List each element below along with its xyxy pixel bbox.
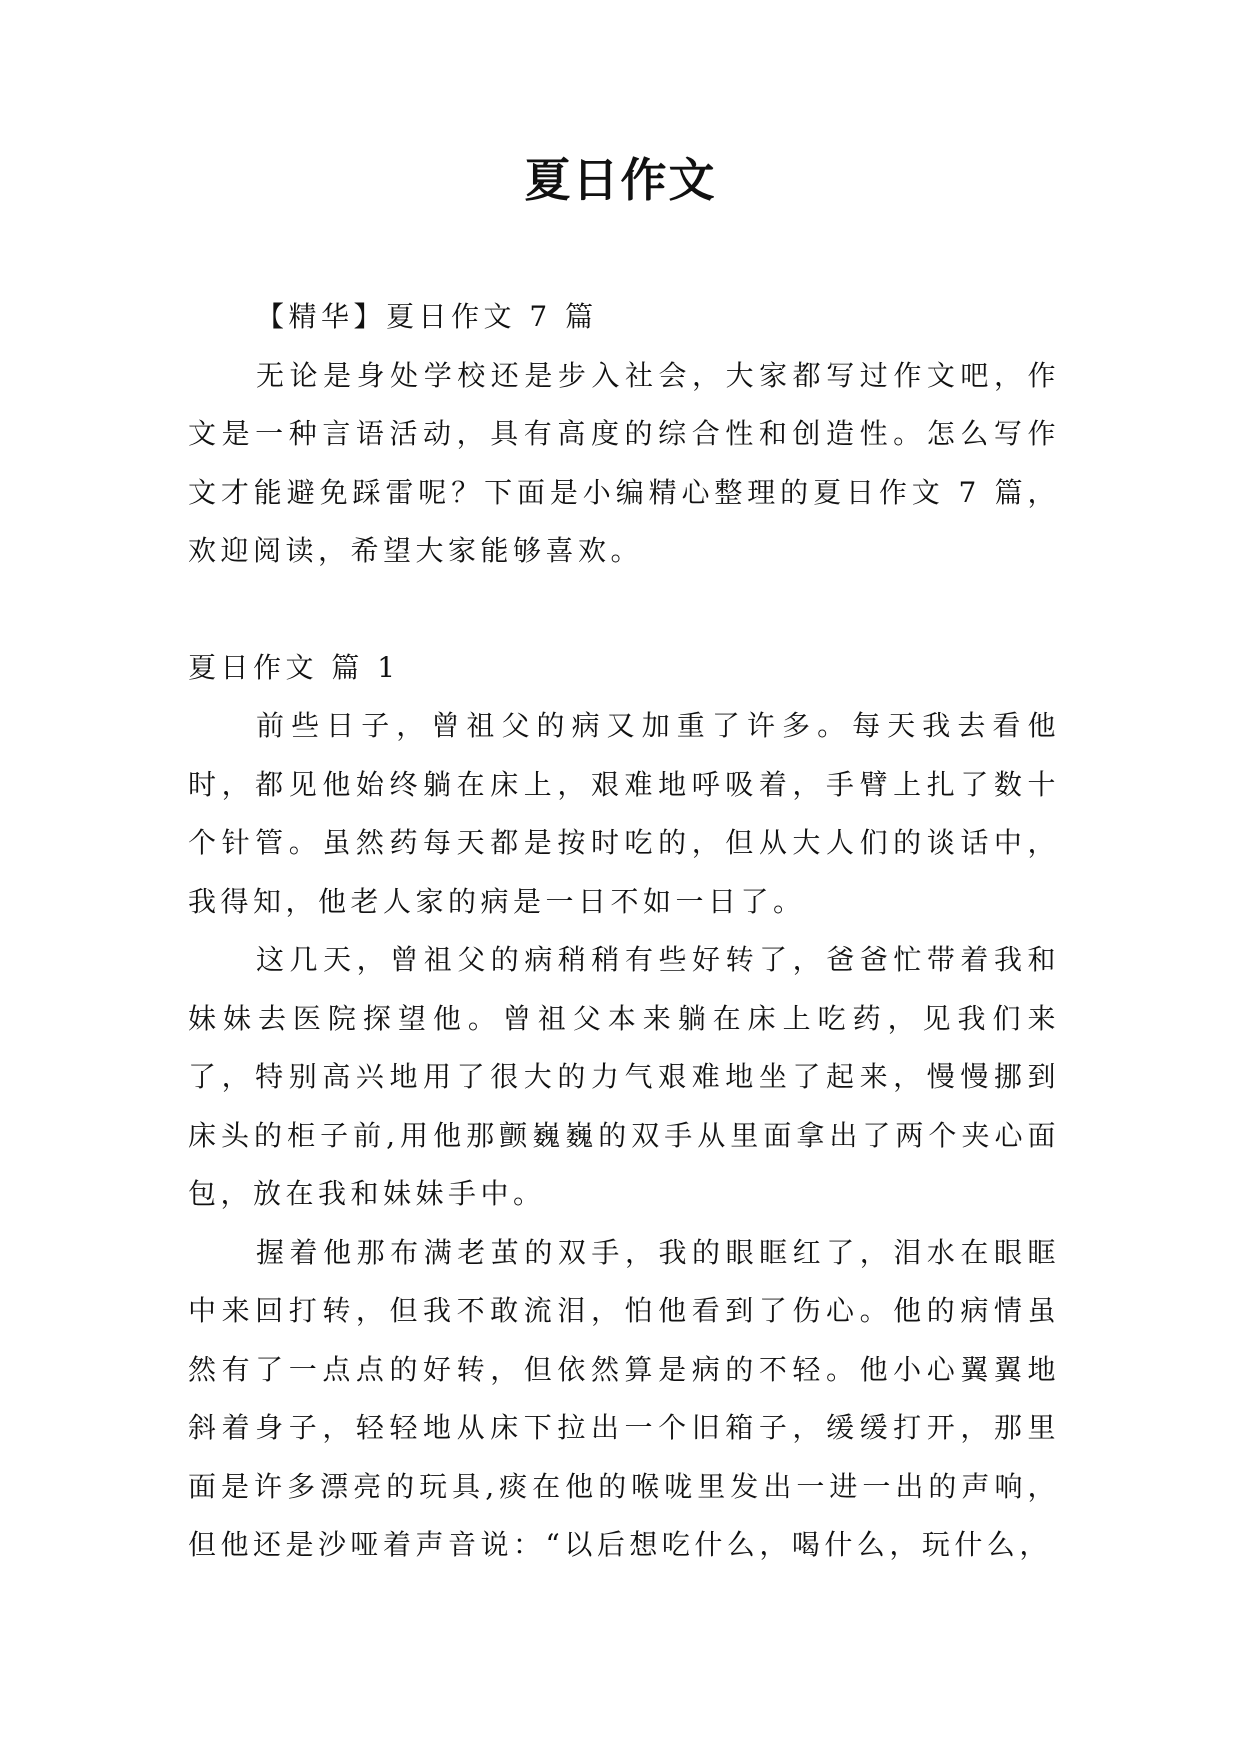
intro-paragraph: 无论是身处学校还是步入社会，大家都写过作文吧，作文是一种言语活动，具有高度的综合性和创造性。怎么写作文才能避免踩雷呢？下面是小编精心整理的夏日作文 7 篇，欢迎阅读，希望大家能够喜欢。 <box>188 358 1060 567</box>
document-subtitle: 【精华】夏日作文 7 篇 <box>256 300 598 333</box>
body-paragraph: 握着他那布满老茧的双手，我的眼眶红了，泪水在眼眶中来回打转，但我不敢流泪，怕他看到了伤心。他的病情虽然有了一点点的好转，但依然算是病的不轻。他小心翼翼地斜着身子，轻轻地从床下拉出一个旧箱子，缓缓打开，那里面是许多漂亮的玩具,痰在他的喉咙里发出一进一出的声响，但他还是沙哑着声音说：“以后想吃什么，喝什么，玩什么， <box>188 1235 1060 1561</box>
document-body <box>188 288 1060 1575</box>
body-paragraph: 前些日子，曾祖父的病又加重了许多。每天我去看他时，都见他始终躺在床上，艰难地呼吸着，手臂上扎了数十个针管。虽然药每天都是按时吃的，但从大人们的谈话中，我得知，他老人家的病是一日不如一日了。 <box>188 709 1060 918</box>
document-title: 夏日作文 <box>524 153 717 207</box>
section-title: 夏日作文 篇 1 <box>188 650 400 684</box>
body-paragraph: 这几天，曾祖父的病稍稍有些好转了，爸爸忙带着我和妹妹去医院探望他。曾祖父本来躺在床上吃药，见我们来了，特别高兴地用了很大的力气艰难地坐了起来，慢慢挪到床头的柜子前,用他那颤巍巍的双手从里面拿出了两个夹心面包，放在我和妹妹手中。 <box>188 943 1060 1210</box>
